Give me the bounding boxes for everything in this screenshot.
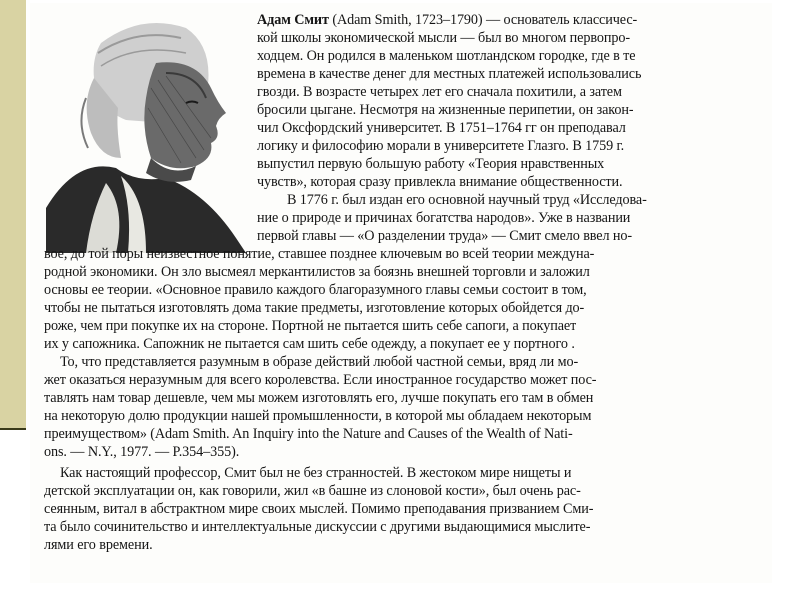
- text-line: та было сочинительство и интеллектуальные дискуссии с другими выдающимися мыслите-: [44, 519, 591, 535]
- text-line: ons. — N.Y., 1977. — P.354–355).: [44, 444, 240, 460]
- side-accent-rule: [0, 428, 26, 430]
- text-line: первой главы — «О разделении труда» — Смит смело ввел но-: [257, 228, 633, 244]
- text-line: Как настоящий профессор, Смит был не без странностей. В жестоком мире нищеты и: [60, 465, 572, 481]
- text-line: логику и философию морали в университете Глазго. В 1759 г.: [257, 138, 625, 154]
- text-line: То, что представляется разумным в образе действий любой частной семьи, вряд ли мо-: [60, 354, 579, 370]
- text-line: вое, до той поры неизвестное понятие, ставшее позднее ключевым во всей теории междуна-: [44, 246, 595, 262]
- text-line: ние о природе и причинах богатства народов». Уже в названии: [257, 210, 631, 226]
- scanned-page: [30, 3, 772, 583]
- text-line: основы ее теории. «Основное правило каждого благоразумного главы семьи состоит в том,: [44, 282, 587, 298]
- text-line: их у сапожника. Сапожник не пытается сам шить себе одежду, а покупает ее у портного .: [44, 336, 575, 352]
- text-line: времена в качестве денег для местных платежей использовались: [257, 66, 642, 82]
- text-line: чтобы не пытаться изготовлять дома такие предметы, изготовление которых обойдется до-: [44, 300, 585, 316]
- text-line: тавлять нам товар дешевле, чем мы можем изготовлять его, лучше покупать его там в обмен: [44, 390, 594, 406]
- side-accent-block: [0, 0, 26, 428]
- text-line: детской эксплуатации он, как говорили, жил «в башне из слоновой кости», был очень рас-: [44, 483, 581, 499]
- text-line: жет оказаться неразумным для всего королевства. Если иностранное государство может пос-: [44, 372, 597, 388]
- text-line: выпустил первую большую работу «Теория нравственных: [257, 156, 605, 172]
- text-line: В 1776 г. был издан его основной научный труд «Исследова-: [287, 192, 647, 208]
- text-line: преимуществом» (Adam Smith. An Inquiry into the Nature and Causes of the Wealth of Nati-: [44, 426, 573, 442]
- portrait-engraving-icon: [46, 8, 256, 253]
- text-line: роже, чем при покупке их на стороне. Портной не пытается шить себе сапоги, а покупает: [44, 318, 577, 334]
- text-line: сеянным, витал в абстрактном мире своих мыслей. Помимо преподавания призванием Сми-: [44, 501, 594, 517]
- text-line: родной экономики. Он зло высмеял меркантилистов за боязнь внешней торговли и заложил: [44, 264, 590, 280]
- text-line: бросили цыгане. Несмотря на жизненные перипетии, он закон-: [257, 102, 634, 118]
- text-line: кой школы экономической мысли — был во многом первопро-: [257, 30, 630, 46]
- text-line: чувств», которая сразу привлекла внимание общественности.: [257, 174, 623, 190]
- text-line: чил Оксфордский университет. В 1751–1764 гг он преподавал: [257, 120, 626, 136]
- text-line: лями его времени.: [44, 537, 153, 553]
- text-line: гвозди. В возрасте четырех лет его сначала похитили, а затем: [257, 84, 622, 100]
- text-line: Адам Смит (Adam Smith, 1723–1790) — основатель классичес-: [257, 12, 638, 28]
- text-line: ходцем. Он родился в маленьком шотландском городке, где в те: [257, 48, 636, 64]
- text-line: на некоторую долю продукции нашей промышленности, в которой мы обладаем некоторым: [44, 408, 592, 424]
- author-name: Адам Смит: [257, 12, 329, 28]
